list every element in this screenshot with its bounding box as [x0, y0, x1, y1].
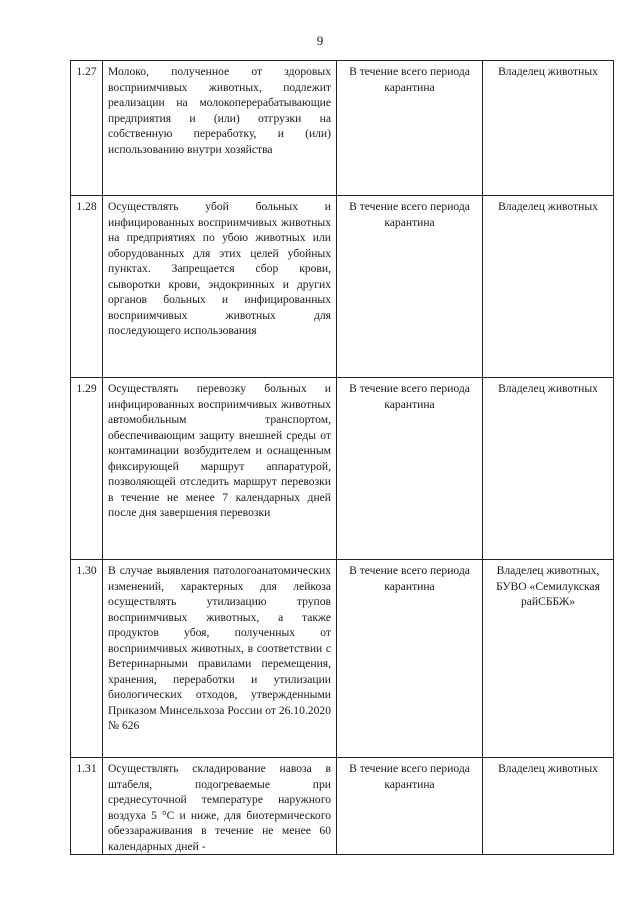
row-number: 1.29	[71, 378, 103, 560]
row-term: В течение всего периода карантина	[337, 378, 483, 560]
row-number: 1.28	[71, 196, 103, 378]
measures-table	[70, 60, 614, 855]
table-row	[71, 758, 614, 855]
row-responsible: Владелец животных	[483, 758, 614, 855]
row-action: Осуществлять перевозку больных и инфицированных восприимчивых животных автомобильным транспортом, обеспечивающим защиту внешней среды от контаминации возбудителем и оснащенным фиксирующей маршрут аппаратурой, позволяющей отследить маршрут перевозки в течение не менее 7 календарных дней после дня завершения перевозки	[103, 378, 337, 560]
row-term: В течение всего периода карантина	[337, 758, 483, 855]
row-responsible: Владелец животных	[483, 378, 614, 560]
row-action: Осуществлять складирование навоза в штабеля, подогреваемые при среднесуточной температуре наружного воздуха 5 °С и ниже, для биотермического обеззараживания в течение не менее 60 календарных дней -	[103, 758, 337, 855]
row-term: В течение всего периода карантина	[337, 560, 483, 758]
table-row	[71, 61, 614, 196]
row-action: Осуществлять убой больных и инфицированных восприимчивых животных на предприятиях по убою животных или оборудованных для этих целей убойных пунктах. Запрещается сбор крови, сыворотки крови, эндокринных и других органов больных и инфицированных восприимчивых животных для последующего использования	[103, 196, 337, 378]
row-number: 1.30	[71, 560, 103, 758]
row-term: В течение всего периода карантина	[337, 61, 483, 196]
page-number: 9	[316, 33, 324, 48]
table-row	[71, 378, 614, 560]
row-number: 1.31	[71, 758, 103, 855]
row-responsible: Владелец животных	[483, 196, 614, 378]
row-action: Молоко, полученное от здоровых восприимчивых животных, подлежит реализации на молокоперерабатывающие предприятия и (или) отгрузки на собственную переработку, и (или) использованию внутри хозяйства	[103, 61, 337, 196]
row-number: 1.27	[71, 61, 103, 196]
row-action: В случае выявления патологоанатомических изменений, характерных для лейкоза осуществлять утилизацию трупов восприимчивых животных, а также продуктов убоя, полученных от восприимчивых животных, в соответствии с Ветеринарными правилами перемещения, хранения, переработки и утилизации биологических отходов, утвержденными Приказом Минсельхоза России от 26.10.2020 № 626	[103, 560, 337, 758]
row-responsible: Владелец животных	[483, 61, 614, 196]
table-row	[71, 196, 614, 378]
row-responsible: Владелец животных, БУВО «Семилукская райСББЖ»	[483, 560, 614, 758]
row-term: В течение всего периода карантина	[337, 196, 483, 378]
table-row	[71, 560, 614, 758]
